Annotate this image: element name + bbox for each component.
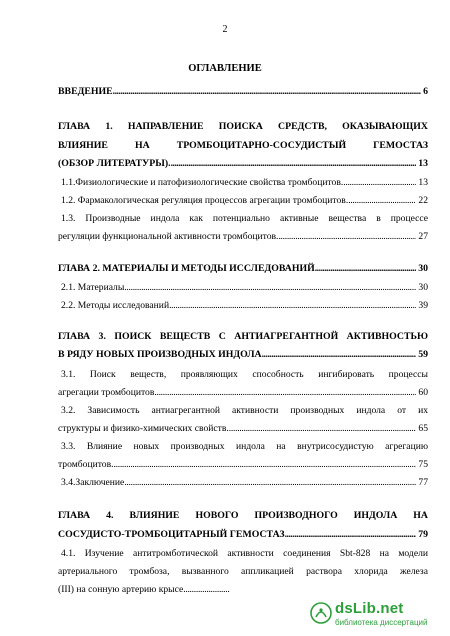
toc-entry-label: ВВЕДЕНИЕ bbox=[58, 86, 113, 97]
watermark-site: dsLib.net bbox=[335, 600, 404, 617]
toc-entry-page: 13 bbox=[418, 158, 428, 169]
toc-section-1-3-line1[interactable]: 1.3. Производные индола как потенциально активные вещества в процессе bbox=[61, 213, 428, 224]
toc-entry-page: 27 bbox=[418, 231, 428, 242]
toc-section-3-1-line1[interactable]: 3.1. Поиск веществ, проявляющих способность ингибировать процессы bbox=[61, 369, 428, 380]
page-title: ОГЛАВЛЕНИЕ bbox=[188, 63, 262, 74]
toc-section-3-3-line1[interactable]: 3.3. Влияние новых производных индола на внутрисосудистую агрегацию bbox=[61, 441, 428, 452]
toc-chapter-4-line1[interactable]: ГЛАВА 4. ВЛИЯНИЕ НОВОГО ПРОИЗВОДНОГО ИНДОЛА НА bbox=[58, 510, 428, 521]
toc-entry-page: 22 bbox=[418, 195, 428, 206]
toc-entry-page: 6 bbox=[423, 86, 428, 97]
toc-section-2-1[interactable]: 2.1. Материалы ..... 30 bbox=[61, 281, 428, 295]
toc-chapter-1-line3[interactable]: (ОБЗОР ЛИТЕРАТУРЫ). ..... 13 bbox=[58, 157, 428, 171]
toc-section-4-1-line2[interactable]: артериального тромбоза, вызванного аппликацией раствора хлорида железа bbox=[58, 566, 428, 577]
toc-chapter-1-line1[interactable]: ГЛАВА 1. НАПРАВЛЕНИЕ ПОИСКА СРЕДСТВ, ОКАЗЫВАЮЩИХ bbox=[58, 121, 428, 132]
toc-section-3-1-line2[interactable]: агрегации тромбоцитов ..... 60 bbox=[58, 386, 428, 400]
toc-entry-page: 75 bbox=[418, 459, 428, 470]
toc-entry-page: 30 bbox=[418, 282, 428, 293]
toc-chapter-3-line1[interactable]: ГЛАВА 3. ПОИСК ВЕЩЕСТВ С АНТИАГРЕГАНТНОЙ АКТИВНОСТЬЮ bbox=[58, 331, 428, 342]
toc-entry-page: 65 bbox=[418, 423, 428, 434]
dslib-logo-icon bbox=[310, 602, 332, 624]
toc-chapter-2[interactable]: ГЛАВА 2. МАТЕРИАЛЫ И МЕТОДЫ ИССЛЕДОВАНИЙ ..... 30 bbox=[58, 262, 428, 276]
toc-section-3-3-line2[interactable]: тромбоцитов. ..... 75 bbox=[58, 458, 428, 472]
toc-chapter-3-line2[interactable]: В РЯДУ НОВЫХ ПРОИЗВОДНЫХ ИНДОЛА ..... 59 bbox=[58, 348, 428, 362]
toc-chapter-4-line2[interactable]: СОСУДИСТО-ТРОМБОЦИТАРНЫЙ ГЕМОСТАЗ ..... 79 bbox=[58, 528, 428, 542]
toc-entry-page: 77 bbox=[418, 477, 428, 488]
toc-section-1-1[interactable]: 1.1.Физиологические и патофизиологические свойства тромбоцитов. ..... 13 bbox=[61, 176, 428, 190]
toc-entry-page: 39 bbox=[418, 300, 428, 311]
toc-section-2-2[interactable]: 2.2. Методы исследований ..... 39 bbox=[61, 299, 428, 313]
toc-entry-intro[interactable] bbox=[58, 85, 428, 99]
toc-chapter-1-line2[interactable]: ВЛИЯНИЕ НА ТРОМБОЦИТАРНО-СОСУДИСТЫЙ ГЕМОСТАЗ bbox=[58, 140, 428, 151]
toc-section-1-3-line2[interactable]: регуляции функциональной активности тромбоцитов. ..... 27 bbox=[58, 230, 428, 244]
toc-section-3-4[interactable]: 3.4.Заключение ..... 77 bbox=[61, 476, 428, 490]
toc-entry-page: 30 bbox=[418, 263, 428, 274]
toc-entry-page: 59 bbox=[418, 349, 428, 360]
page-number: 2 bbox=[222, 24, 228, 35]
toc-entry-page: 13 bbox=[418, 177, 428, 188]
toc-entry-page: 79 bbox=[418, 529, 428, 540]
watermark-caption: библиотека диссертаций bbox=[335, 618, 428, 627]
dslib-watermark bbox=[310, 600, 440, 630]
toc-section-4-1-line1[interactable]: 4.1. Изучение антитромботической активности соединения Sbt-828 на модели bbox=[61, 548, 428, 559]
toc-section-3-2-line2[interactable]: структуры и физико-химических свойств. ..... 65 bbox=[58, 422, 428, 436]
toc-section-3-2-line1[interactable]: 3.2. Зависимость антиагрегантной активности производных индола от их bbox=[61, 405, 428, 416]
toc-section-4-1-line3[interactable]: (III) на сонную артерию крысе...................... bbox=[58, 584, 230, 595]
toc-entry-page: 60 bbox=[418, 387, 428, 398]
toc-section-1-2[interactable]: 1.2. Фармакологическая регуляция процессов агрегации тромбоцитов. ..... 22 bbox=[61, 194, 428, 208]
